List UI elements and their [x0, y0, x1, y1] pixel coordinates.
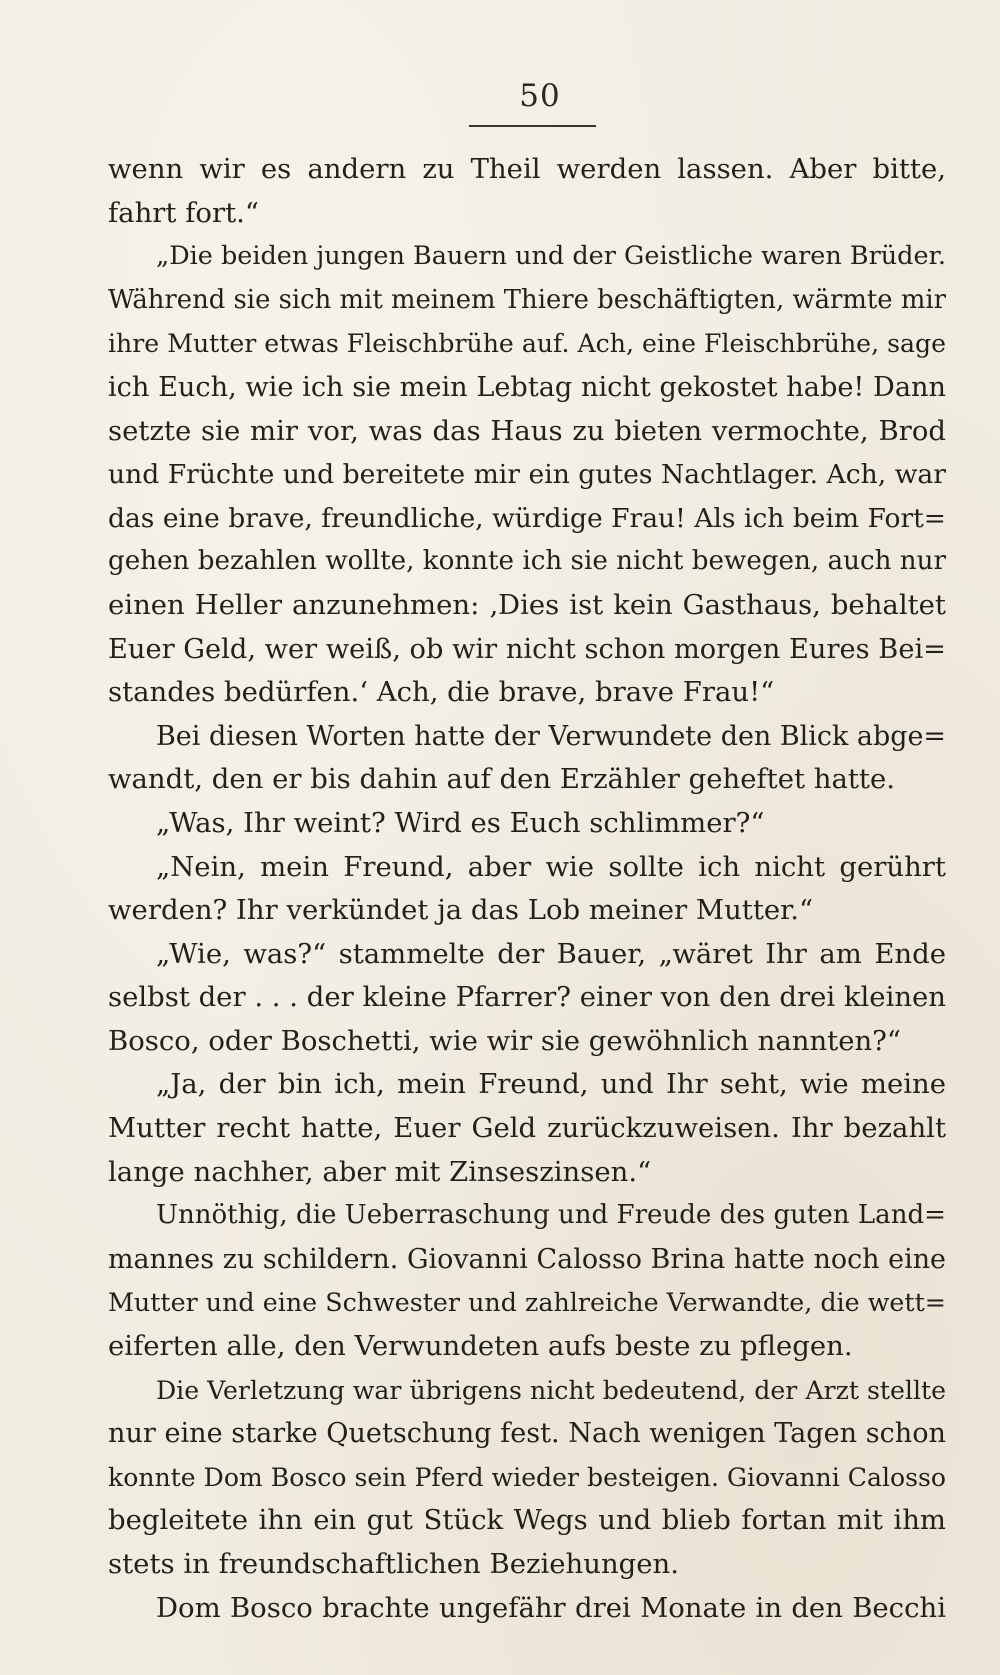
text-line: Euer Geld, wer weiß, ob wir nicht schon morgen Eures Bei=: [108, 633, 946, 665]
text-line: lange nachher, aber mit Zinseszinsen.“: [108, 1155, 652, 1188]
text-line: Während sie sich mit meinem Thiere beschäftigten, wärmte mir: [108, 284, 946, 315]
text-line: eiferten alle, den Verwundeten aufs beste zu pflegen.: [108, 1330, 853, 1363]
text-line: fahrt fort.“: [108, 196, 259, 229]
text-line: stets in freundschaftlichen Beziehungen.: [108, 1548, 680, 1580]
header-rule: [469, 125, 596, 127]
text-line: ihre Mutter etwas Fleischbrühe auf. Ach, eine Fleischbrühe, sage: [108, 329, 946, 359]
text-line: werden? Ihr verkündet ja das Lob meiner Mutter.“: [108, 894, 814, 927]
text-line: ich Euch, wie ich sie mein Lebtag nicht gekostet habe! Dann: [108, 371, 946, 403]
body-text: [108, 148, 946, 1630]
text-line: gehen bezahlen wollte, konnte ich sie nicht bewegen, auch nur: [108, 546, 946, 577]
text-line: nur eine starke Quetschung fest. Nach wenigen Tagen schon: [108, 1418, 946, 1450]
text-line: Die Verletzung war übrigens nicht bedeutend, der Arzt stellte: [156, 1375, 946, 1405]
text-line: „Die beiden jungen Bauern und der Geistliche waren Brüder.: [156, 241, 946, 272]
text-line: und Früchte und bereitete mir ein gutes Nachtlager. Ach, war: [108, 459, 946, 491]
text-line: Unnöthig, die Ueberraschung und Freude des guten Land=: [156, 1200, 946, 1231]
text-line: wenn wir es andern zu Theil werden lassen. Aber bitte,: [108, 153, 946, 185]
text-line: wandt, den er bis dahin auf den Erzähler geheftet hatte.: [108, 763, 895, 796]
text-line: begleitete ihn ein gut Stück Wegs und blieb fortan mit ihm: [108, 1504, 946, 1537]
page-number: 50: [519, 78, 561, 114]
text-line: Bosco, oder Boschetti, wie wir sie gewöhnlich nannten?“: [108, 1024, 901, 1057]
text-line: Bei diesen Worten hatte der Verwundete den Blick abge=: [156, 720, 946, 752]
text-line: Dom Bosco brachte ungefähr drei Monate in den Becchi: [156, 1591, 946, 1624]
text-line: setzte sie mir vor, was das Haus zu bieten vermochte, Brod: [108, 414, 946, 447]
text-line: mannes zu schildern. Giovanni Calosso Brina hatte noch eine: [108, 1243, 946, 1275]
text-line: „Wie, was?“ stammelte der Bauer, „wäret Ihr am Ende: [156, 937, 946, 970]
text-line: Mutter recht hatte, Euer Geld zurückzuweisen. Ihr bezahlt: [108, 1112, 946, 1145]
text-line: konnte Dom Bosco sein Pferd wieder besteigen. Giovanni Calosso: [108, 1462, 946, 1492]
text-line: einen Heller anzunehmen: ‚Dies ist kein Gasthaus, behaltet: [108, 588, 946, 621]
text-line: „Nein, mein Freund, aber wie sollte ich nicht gerührt: [156, 850, 946, 883]
text-line: „Ja, der bin ich, mein Freund, und Ihr seht, wie meine: [156, 1068, 946, 1101]
text-line: selbst der . . . der kleine Pfarrer? einer von den drei kleinen: [108, 982, 946, 1014]
text-line: „Was, Ihr weint? Wird es Euch schlimmer?“: [156, 806, 765, 839]
text-line: standes bedürfen.‘ Ach, die brave, brave Frau!“: [108, 676, 775, 709]
text-line: Mutter und eine Schwester und zahlreiche Verwandte, die wett=: [108, 1287, 946, 1318]
text-line: das eine brave, freundliche, würdige Frau! Als ich beim Fort=: [108, 502, 946, 534]
